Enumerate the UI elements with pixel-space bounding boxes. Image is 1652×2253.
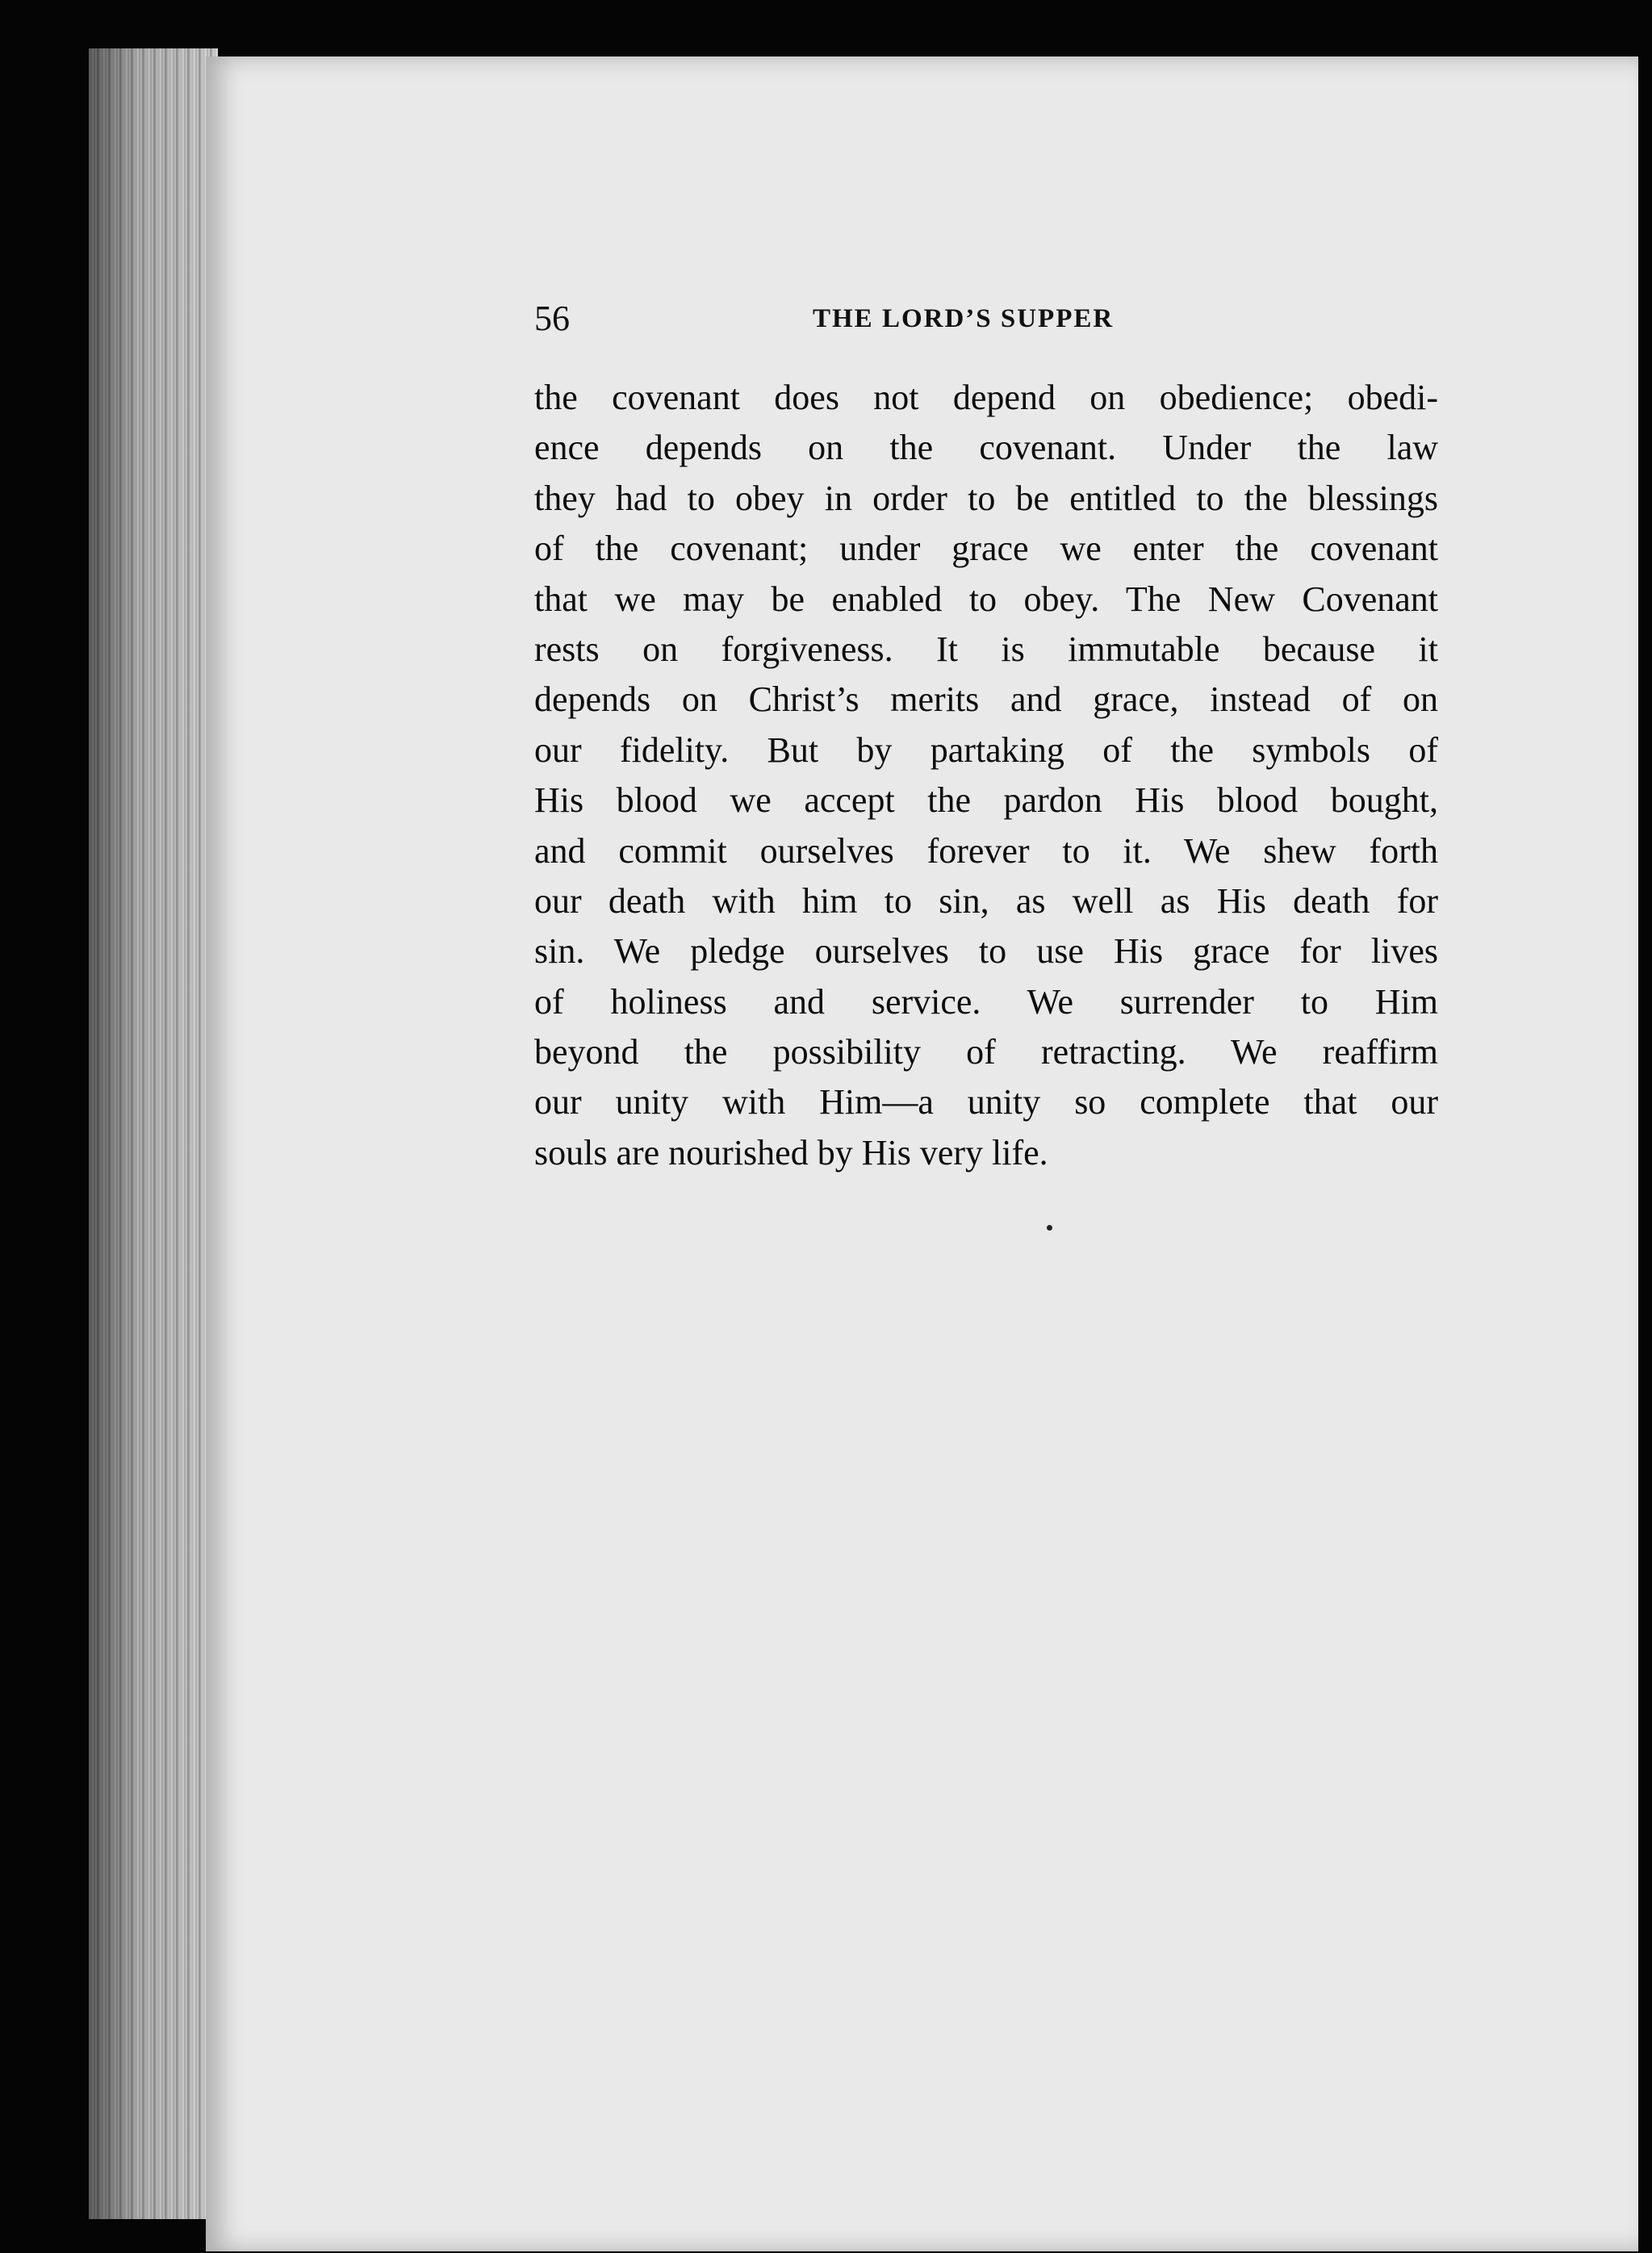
text-line: depends on Christ’s merits and grace, instead of on [534, 679, 1438, 720]
page-number: 56 [534, 299, 570, 338]
text-line: and commit ourselves forever to it. We shew forth [534, 830, 1438, 871]
text-line: they had to obey in order to be entitled to the blessings [534, 478, 1438, 518]
ink-speck [1047, 1225, 1052, 1231]
text-line: rests on forgiveness. It is immutable because it [534, 629, 1438, 669]
text-line: beyond the possibility of retracting. We reaffirm [534, 1032, 1438, 1072]
running-head-title: THE LORD’S SUPPER [813, 304, 1115, 333]
text-line: that we may be enabled to obey. The New Covenant [534, 579, 1438, 619]
text-line: the covenant does not depend on obedience; obedi- [534, 378, 1438, 417]
text-line: His blood we accept the pardon His blood bought, [534, 780, 1438, 821]
text-line: of holiness and service. We surrender to Him [534, 981, 1438, 1022]
text-line: ence depends on the covenant. Under the law [534, 428, 1438, 468]
body-paragraph [534, 373, 1438, 1178]
text-line: our fidelity. But by partaking of the symbols of [534, 729, 1438, 770]
text-line: our death with him to sin, as well as His death for [534, 880, 1438, 921]
text-line: of the covenant; under grace we enter the covenant [534, 529, 1438, 569]
running-head [534, 295, 1438, 343]
text-line: souls are nourished by His very life. [534, 1132, 1048, 1172]
text-line: our unity with Him—a unity so complete that our [534, 1082, 1438, 1122]
text-line: sin. We pledge ourselves to use His grace for lives [534, 931, 1438, 972]
book-gutter-shadow [89, 48, 218, 2219]
